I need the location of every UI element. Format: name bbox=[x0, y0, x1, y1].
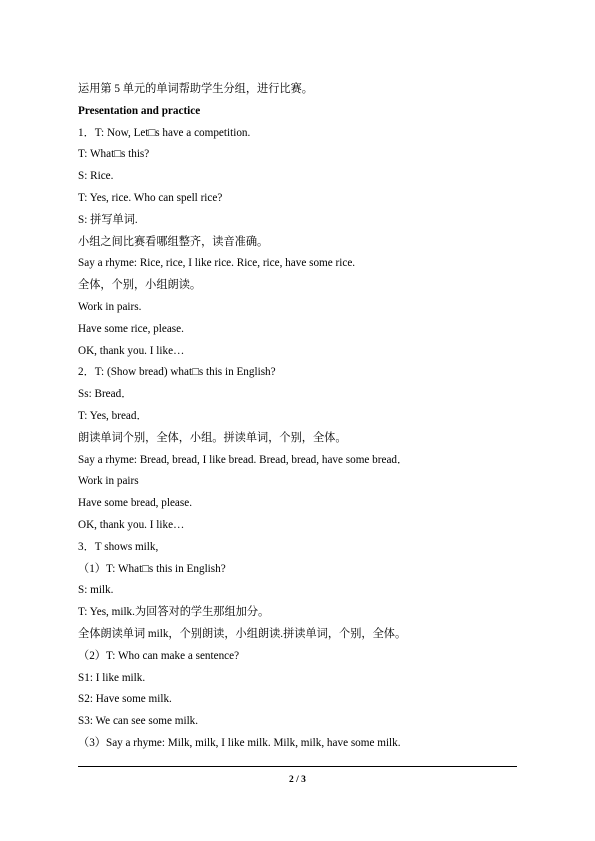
text-line: S: Rice. bbox=[78, 170, 114, 183]
footer-rule bbox=[78, 766, 517, 767]
text-line: 小组之间比赛看哪组整齐，读音准确。 bbox=[78, 235, 269, 248]
text-line: 全体朗读单词 milk，个别朗读，小组朗读.拼读单词，个别，全体。 bbox=[78, 627, 407, 640]
text-line: （1）T: What□s this in English? bbox=[78, 562, 226, 575]
text-line: OK, thank you. I like… bbox=[78, 344, 185, 357]
text-line: 3．T shows milk, bbox=[78, 540, 159, 553]
text-line: OK, thank you. I like… bbox=[78, 518, 185, 531]
text-line: Work in pairs bbox=[78, 475, 139, 488]
text-line: Work in pairs. bbox=[78, 300, 142, 313]
text-line: Have some bread, please. bbox=[78, 497, 192, 510]
text-line: T: Yes, bread． bbox=[78, 409, 148, 422]
text-line: S: 拼写单词. bbox=[78, 213, 138, 226]
text-line: （2）T: Who can make a sentence? bbox=[78, 649, 240, 662]
text-line: Have some rice, please. bbox=[78, 322, 184, 335]
text-line: Ss: Bread． bbox=[78, 388, 133, 401]
text-line: S: milk. bbox=[78, 584, 114, 597]
text-line: T: Yes, milk.为回答对的学生那组加分。 bbox=[78, 606, 270, 619]
section-heading: Presentation and practice bbox=[78, 104, 201, 117]
text-line: S2: Have some milk. bbox=[78, 693, 172, 706]
text-line: 全体，个别，小组朗读。 bbox=[78, 279, 202, 292]
text-line: 运用第 5 单元的单词帮助学生分组，进行比赛。 bbox=[78, 83, 313, 95]
document-body bbox=[78, 79, 518, 755]
text-line: 2．T: (Show bread) what□s this in English? bbox=[78, 366, 276, 379]
text-line: 朗读单词个别，全体，小组。拼读单词，个别，全体。 bbox=[78, 431, 347, 444]
text-line: Say a rhyme: Rice, rice, I like rice. Rice, rice, have some rice. bbox=[78, 257, 356, 270]
text-line: T: What□s this? bbox=[78, 148, 150, 161]
text-line: 1．T: Now, Let□s have a competition. bbox=[78, 126, 251, 139]
text-line: T: Yes, rice. Who can spell rice? bbox=[78, 191, 223, 204]
page-number: 2 / 3 bbox=[289, 775, 306, 785]
text-line: Say a rhyme: Bread, bread, I like bread. Bread, bread, have some bread． bbox=[78, 453, 409, 466]
text-line: （3）Say a rhyme: Milk, milk, I like milk. Milk, milk, have some milk. bbox=[78, 736, 401, 749]
text-line: S3: We can see some milk. bbox=[78, 715, 199, 728]
text-line: S1: I like milk. bbox=[78, 671, 146, 684]
